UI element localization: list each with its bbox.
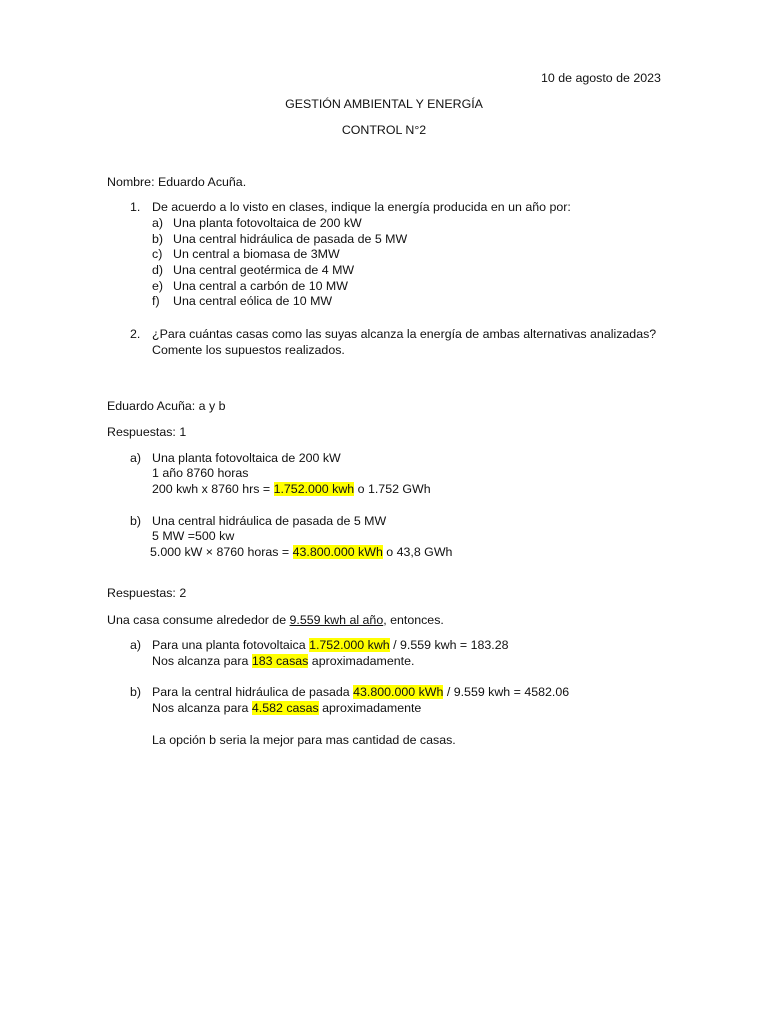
respuestas-2-heading: Respuestas: 2 xyxy=(107,586,187,600)
answer-text: / 9.559 kwh = 183.28 xyxy=(389,638,509,652)
highlighted-value: 1.752.000 kwh xyxy=(273,482,355,496)
option-letter: c) xyxy=(152,247,163,261)
highlighted-value: 4.582 casas xyxy=(251,701,319,715)
option-letter: a) xyxy=(152,216,164,230)
question-2-line-1: ¿Para cuántas casas como las suyas alcanza la energía de ambas alternativas analizadas? xyxy=(152,327,657,341)
answer-letter: b) xyxy=(130,514,142,528)
option-letter: d) xyxy=(152,263,164,277)
answer-text: aproximadamente. xyxy=(308,654,415,668)
option-text: Una central a carbón de 10 MW xyxy=(173,279,348,293)
answer-line xyxy=(150,544,452,560)
document-date: 10 de agosto de 2023 xyxy=(541,71,661,85)
underlined-consumption: 9.559 kwh al año xyxy=(289,613,384,627)
consumption-intro xyxy=(107,612,444,628)
option-text: Un central a biomasa de 3MW xyxy=(173,247,340,261)
student-name: Nombre: Eduardo Acuña. xyxy=(107,175,247,189)
answer-text: Para la central hidráulica de pasada xyxy=(152,685,354,699)
answer-text: Nos alcanza para xyxy=(152,654,252,668)
highlighted-value: 183 casas xyxy=(251,654,309,668)
answer-line xyxy=(152,653,414,669)
option-text: Una central eólica de 10 MW xyxy=(173,294,333,308)
answer-text: Para una planta fotovoltaica xyxy=(152,638,310,652)
answer-text: 5.000 kW × 8760 horas = xyxy=(150,545,293,559)
intro-text: Una casa consume alrededor de xyxy=(107,613,290,627)
answer-text: 200 kwh x 8760 hrs = xyxy=(152,482,274,496)
conclusion: La opción b seria la mejor para mas cantidad de casas. xyxy=(152,733,456,747)
answer-letter: b) xyxy=(130,685,142,699)
answer-text: aproximadamente xyxy=(318,701,422,715)
highlighted-value: 1.752.000 kwh xyxy=(309,638,390,652)
answers-intro: Eduardo Acuña: a y b xyxy=(107,399,226,413)
option-text: Una central geotérmica de 4 MW xyxy=(173,263,355,277)
course-title: GESTIÓN AMBIENTAL Y ENERGÍA xyxy=(285,97,483,111)
option-letter: e) xyxy=(152,279,164,293)
question-1-number: 1. xyxy=(130,200,141,214)
question-2-line-2: Comente los supuestos realizados. xyxy=(152,343,345,357)
highlighted-value: 43.800.000 kWh xyxy=(292,545,383,559)
question-1-text: De acuerdo a lo visto en clases, indique la energía producida en un año por: xyxy=(152,200,571,214)
option-letter: b) xyxy=(152,232,164,246)
option-text: Una planta fotovoltaica de 200 kW xyxy=(173,216,362,230)
answer-line xyxy=(152,700,421,716)
control-title: CONTROL N°2 xyxy=(341,123,427,137)
answer-title: Una central hidráulica de pasada de 5 MW xyxy=(152,514,387,528)
highlighted-value: 43.800.000 kWh xyxy=(353,685,444,699)
question-2-number: 2. xyxy=(130,327,141,341)
option-text: Una central hidráulica de pasada de 5 MW xyxy=(173,232,408,246)
answer-letter: a) xyxy=(130,638,142,652)
answer-line xyxy=(152,684,569,700)
answer-letter: a) xyxy=(130,451,142,465)
answer-title: Una planta fotovoltaica de 200 kW xyxy=(152,451,341,465)
answer-text: / 9.559 kwh = 4582.06 xyxy=(443,685,570,699)
answer-line: 1 año 8760 horas xyxy=(152,466,249,480)
intro-text: , entonces. xyxy=(383,613,444,627)
answer-text: Nos alcanza para xyxy=(152,701,252,715)
option-letter: f) xyxy=(152,294,160,308)
answer-line: 5 MW =500 kw xyxy=(152,529,235,543)
answer-text: o 43,8 GWh xyxy=(382,545,453,559)
answer-line xyxy=(152,637,509,653)
answer-text: o 1.752 GWh xyxy=(354,482,431,496)
respuestas-1-heading: Respuestas: 1 xyxy=(107,425,187,439)
answer-line xyxy=(152,481,431,497)
